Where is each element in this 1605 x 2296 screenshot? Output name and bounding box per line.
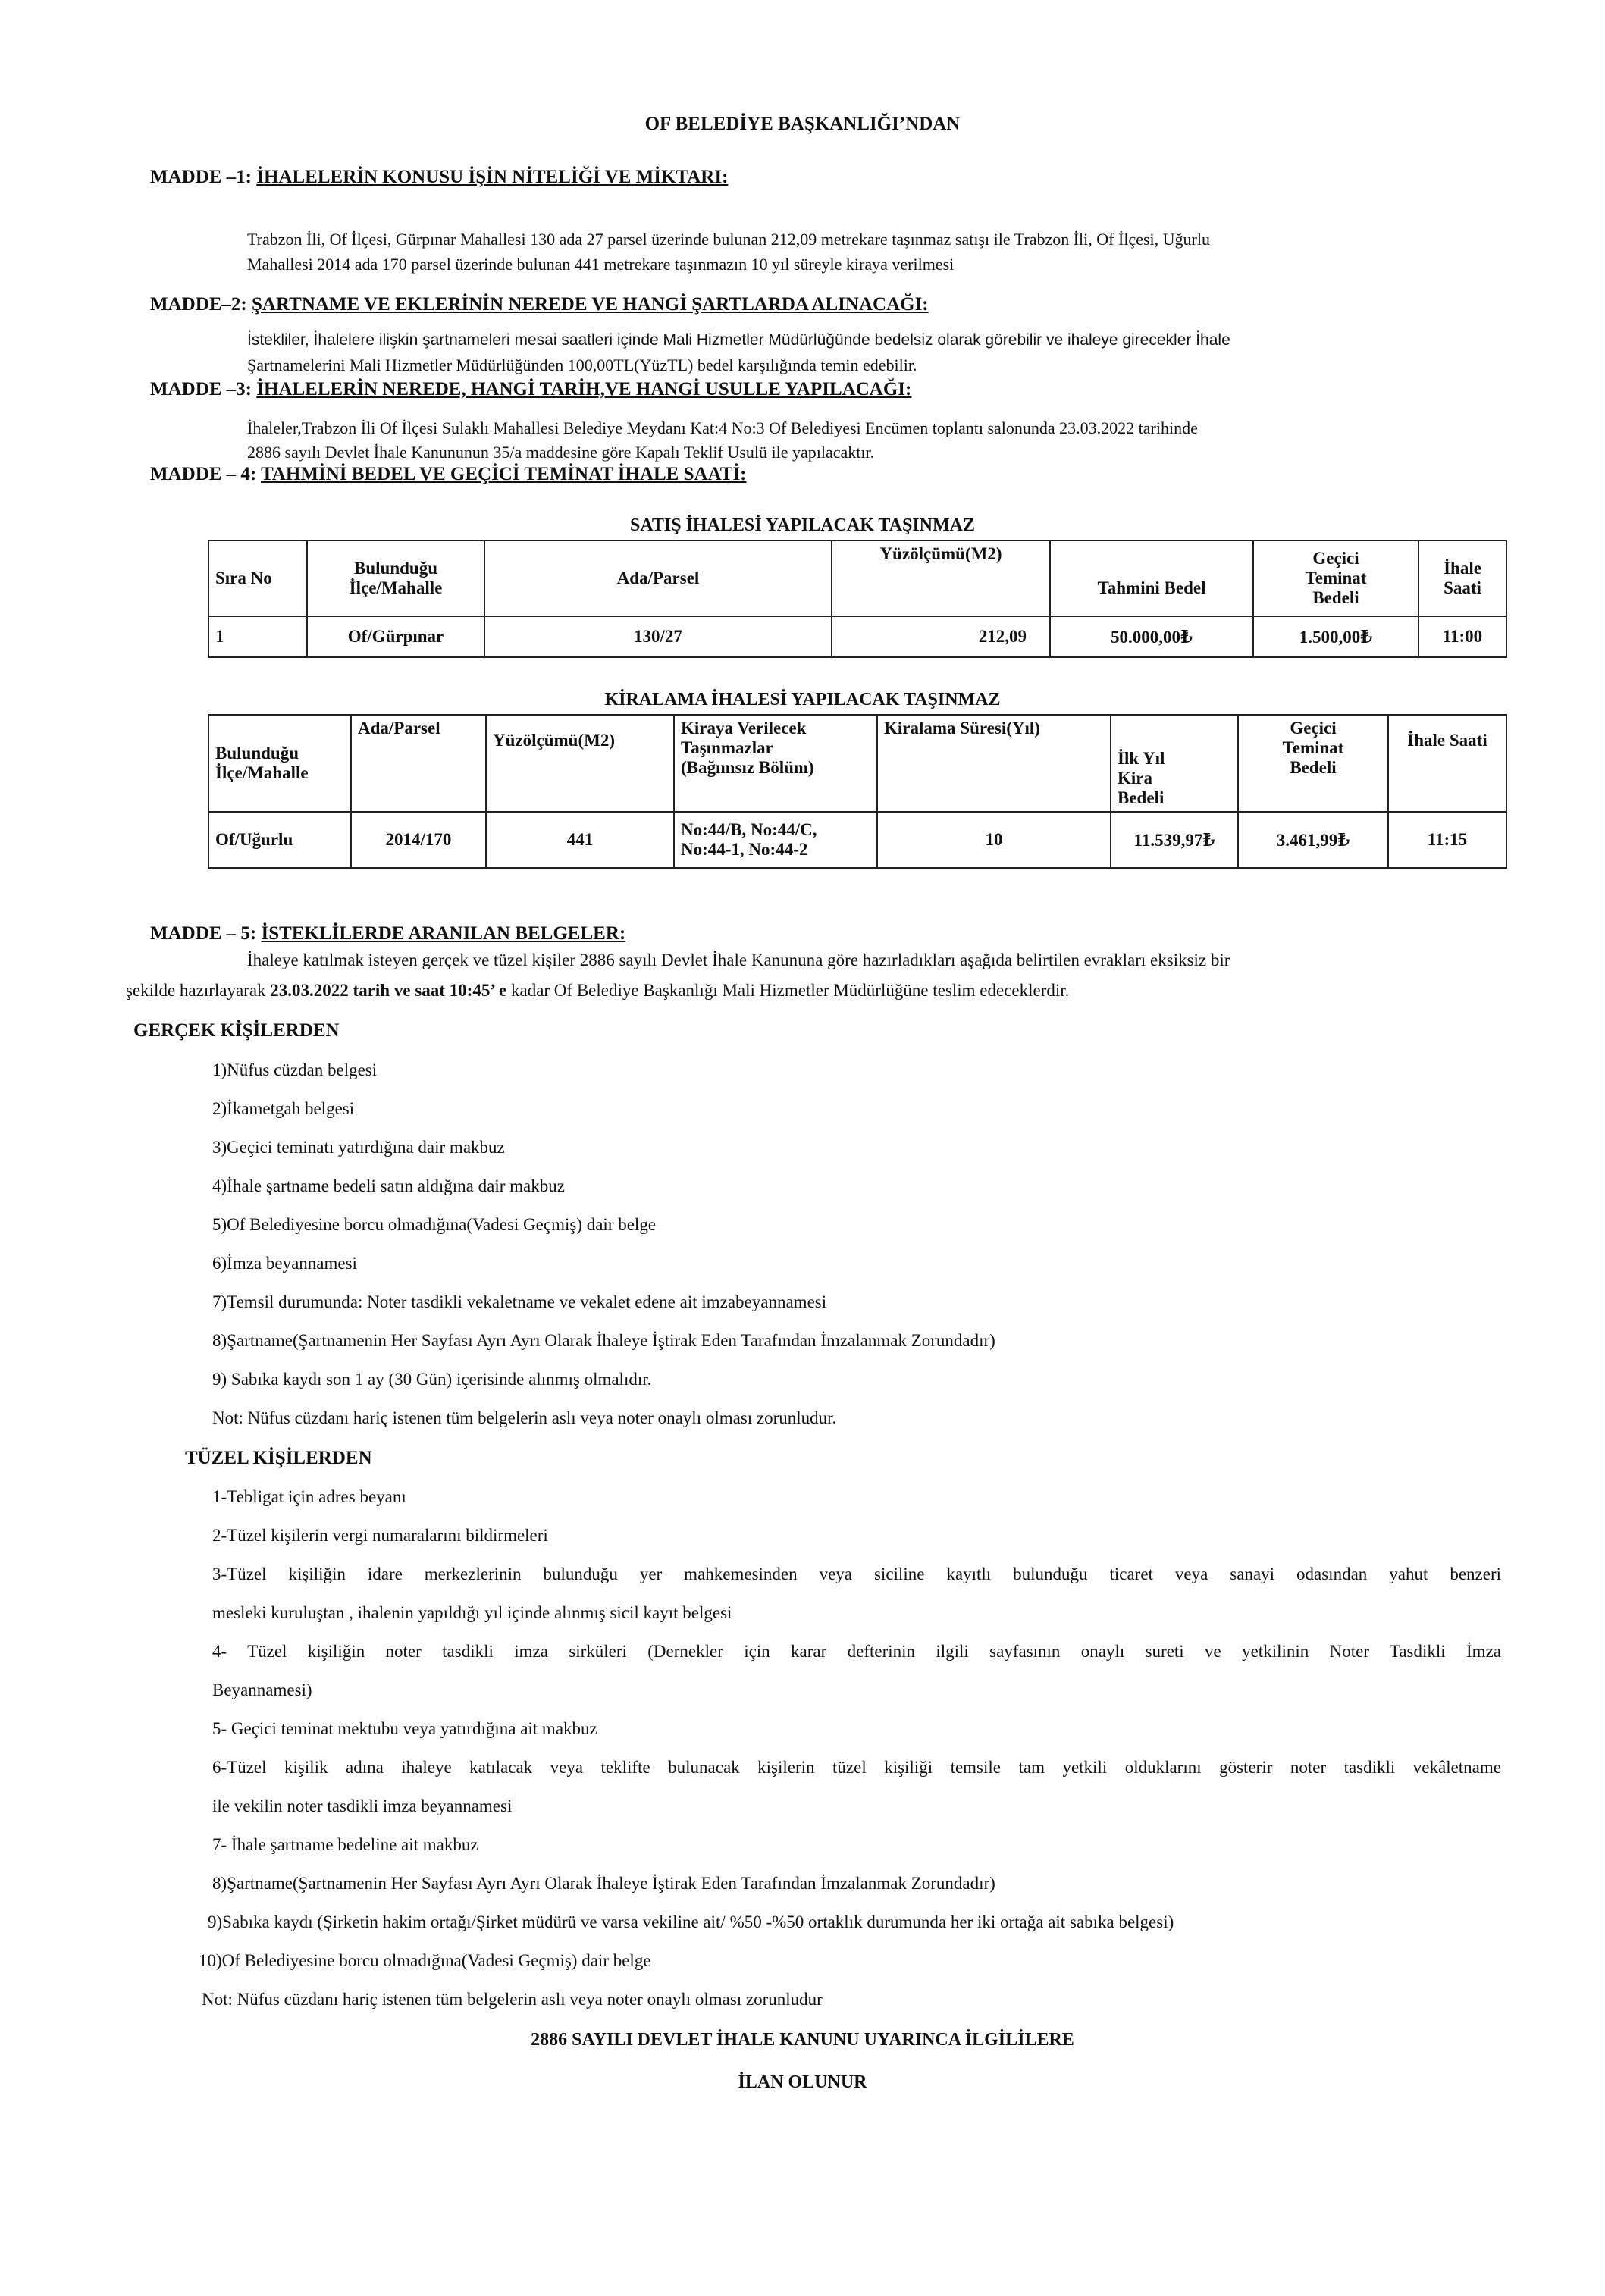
header-teminat-line-3: Bedeli — [1290, 758, 1337, 777]
madde-1-line-1: Trabzon İli, Of İlçesi, Gürpınar Mahallesi 130 ada 27 parsel üzerinde bulunan 212,09 metrekare taşınmaz satışı ile Trabzon İli, Of İlçesi, Uğurlu — [247, 230, 1210, 249]
gercek-item-4: 4)İhale şartname bedeli satın aldığına dair makbuz — [212, 1176, 565, 1195]
cell-kiralama-suresi: 10 — [877, 812, 1111, 868]
header-saat-line-1: İhale — [1444, 559, 1481, 578]
cell-kir-line-2: No:44-1, No:44-2 — [681, 840, 808, 859]
cell-kiraya-verilecek — [674, 812, 877, 868]
cell-ilk-yil-kira: 11.539,97₺ — [1111, 812, 1238, 868]
cell-sira-no: 1 — [208, 616, 307, 657]
header-ihale-saati: İhale Saati — [1388, 715, 1506, 812]
gercek-kisiler-heading: GERÇEK KİŞİLERDEN — [133, 1020, 340, 1041]
tuzel-item-3-line-1: 3-Tüzel kişiliğin idare merkezlerinin bulunduğu yer mahkemesinden veya siciline kayıtlı bulunduğu ticaret veya sanayi odasından yahut benzeri — [212, 1565, 1501, 1583]
header-teminat-line-1: Geçici — [1312, 549, 1359, 568]
rent-table — [208, 714, 1507, 869]
header-ilce-line-1: Bulunduğu — [215, 744, 299, 763]
madde-2-prefix: MADDE–2: — [150, 294, 252, 315]
header-ilce-line-1: Bulunduğu — [354, 559, 437, 578]
header-ilk-line-3: Bedeli — [1118, 788, 1165, 807]
gercek-item-6: 6)İmza beyannamesi — [212, 1254, 357, 1273]
rent-table-row — [208, 812, 1506, 868]
madde-5-line-2-c: kadar Of Belediye Başkanlığı Mali Hizmetler Müdürlüğüne teslim edeceklerdir. — [506, 981, 1070, 1000]
madde-1-heading — [150, 167, 728, 188]
madde-5-line-2-a: şekilde hazırlayarak — [126, 981, 271, 1000]
cell-ada-parsel: 2014/170 — [351, 812, 486, 868]
header-tahmini-bedel: Tahmini Bedel — [1050, 540, 1253, 616]
footer-line-1: 2886 SAYILI DEVLET İHALE KANUNU UYARINCA İLGİLİLERE — [531, 2030, 1074, 2050]
cell-gecici-teminat: 3.461,99₺ — [1238, 812, 1388, 868]
rent-table-caption: KİRALAMA İHALESİ YAPILACAK TAŞINMAZ — [604, 690, 1001, 709]
madde-5-heading — [150, 923, 625, 944]
header-ilce-line-2: İlçe/Mahalle — [215, 763, 309, 782]
tuzel-item-2: 2-Tüzel kişilerin vergi numaralarını bildirmeleri — [212, 1526, 548, 1545]
tuzel-note: Not: Nüfus cüzdanı hariç istenen tüm belgelerin aslı veya noter onaylı olması zorunludur — [202, 1990, 823, 2009]
cell-ihale-saati: 11:15 — [1388, 812, 1506, 868]
gercek-item-2: 2)İkametgah belgesi — [212, 1099, 355, 1118]
header-gecici-teminat — [1238, 715, 1388, 812]
header-kir-line-2: Taşınmazlar — [681, 738, 773, 757]
cell-yuzolcumu: 441 — [486, 812, 674, 868]
tuzel-item-1: 1-Tebligat için adres beyanı — [212, 1487, 406, 1506]
header-yuzolcumu: Yüzölçümü(M2) — [832, 540, 1050, 616]
cell-yuzolcumu: 212,09 — [832, 616, 1050, 657]
gercek-item-1: 1)Nüfus cüzdan belgesi — [212, 1060, 378, 1079]
madde-5-line-2 — [126, 981, 1069, 1001]
madde-3-line-1: İhaleler,Trabzon İli Of İlçesi Sulaklı Mahallesi Belediye Meydanı Kat:4 No:3 Of Belediyesi Encümen toplantı salonunda 23.03.2022 tarihinde — [247, 418, 1198, 437]
madde-2-line-2: Şartnamelerini Mali Hizmetler Müdürlüğünden 100,00TL(YüzTL) bedel karşılığında temin edebilir. — [247, 356, 917, 374]
madde-4-title: TAHMİNİ BEDEL VE GEÇİCİ TEMİNAT İHALE SAATİ: — [261, 464, 747, 484]
header-gecici-teminat — [1253, 540, 1418, 616]
gercek-note: Not: Nüfus cüzdanı hariç istenen tüm belgelerin aslı veya noter onaylı olması zorunludur. — [212, 1408, 837, 1427]
header-ada-parsel: Ada/Parsel — [484, 540, 832, 616]
footer-line-2: İLAN OLUNUR — [738, 2072, 867, 2092]
gercek-item-9: 9) Sabıka kaydı son 1 ay (30 Gün) içerisinde alınmış olmalıdır. — [212, 1370, 652, 1389]
rent-table-header-row — [208, 715, 1506, 812]
sale-table-caption: SATIŞ İHALESİ YAPILACAK TAŞINMAZ — [629, 515, 975, 535]
sale-table — [208, 540, 1507, 658]
header-kir-line-1: Kiraya Verilecek — [681, 719, 807, 738]
cell-ilce-mahalle: Of/Uğurlu — [208, 812, 351, 868]
header-teminat-line-3: Bedeli — [1312, 588, 1359, 607]
madde-4-heading — [150, 464, 747, 485]
madde-5-line-1: İhaleye katılmak isteyen gerçek ve tüzel kişiler 2886 sayılı Devlet İhale Kanununa göre hazırladıkları aşağıda belirtilen evrakları eksiksiz bir — [247, 951, 1230, 969]
tuzel-item-4-line-1: 4- Tüzel kişiliğin noter tasdikli imza sirküleri (Dernekler için karar defterinin ilgili sayfasının onaylı sureti ve yetkilinin Noter Tasdikli İmza — [212, 1642, 1501, 1661]
cell-gecici-teminat: 1.500,00₺ — [1253, 616, 1418, 657]
cell-ilce-mahalle: Of/Gürpınar — [307, 616, 484, 657]
madde-3-line-2: 2886 sayılı Devlet İhale Kanununun 35/a maddesine göre Kapalı Teklif Usulü ile yapılacaktır. — [247, 443, 875, 462]
tuzel-item-5: 5- Geçici teminat mektubu veya yatırdığına ait makbuz — [212, 1719, 597, 1738]
header-saat-line-2: Saati — [1444, 578, 1481, 597]
madde-5-title: İSTEKLİLERDE ARANILAN BELGELER: — [261, 923, 626, 944]
madde-3-heading — [150, 379, 911, 400]
header-kiraya-verilecek — [674, 715, 877, 812]
header-kir-line-3: (Bağımsız Bölüm) — [681, 758, 814, 777]
gercek-item-8: 8)Şartname(Şartnamenin Her Sayfası Ayrı Ayrı Olarak İhaleye İştirak Eden Tarafından İmzalanmak Zorundadır) — [212, 1331, 995, 1350]
header-ilce-mahalle — [307, 540, 484, 616]
header-ihale-saati — [1418, 540, 1506, 616]
header-ilk-line-2: Kira — [1118, 769, 1152, 788]
tuzel-item-3-line-2: mesleki kuruluştan , ihalenin yapıldığı yıl içinde alınmış sicil kayıt belgesi — [212, 1603, 732, 1622]
gercek-item-3: 3)Geçici teminatı yatırdığına dair makbuz — [212, 1138, 505, 1157]
sale-table-row — [208, 616, 1506, 657]
tuzel-item-6-line-2: ile vekilin noter tasdikli imza beyannamesi — [212, 1796, 513, 1815]
madde-3-prefix: MADDE –3: — [150, 379, 257, 399]
madde-4-prefix: MADDE – 4: — [150, 464, 262, 484]
header-kiralama-suresi: Kiralama Süresi(Yıl) — [877, 715, 1111, 812]
header-ilk-line-1: İlk Yıl — [1118, 749, 1165, 768]
tuzel-item-9: 9)Sabıka kaydı (Şirketin hakim ortağı/Şirket müdürü ve varsa vekiline ait/ %50 -%50 ortaklık durumunda her iki ortağa ait sabıka belgesi) — [208, 1912, 1174, 1931]
cell-ada-parsel: 130/27 — [484, 616, 832, 657]
gercek-item-7: 7)Temsil durumunda: Noter tasdikli vekaletname ve vekalet edene ait imzabeyannamesi — [212, 1292, 827, 1311]
cell-tahmini-bedel: 50.000,00₺ — [1050, 616, 1253, 657]
tuzel-item-4-line-2: Beyannamesi) — [212, 1680, 312, 1699]
madde-5-prefix: MADDE – 5: — [150, 923, 262, 944]
madde-1-title: İHALELERİN KONUSU İŞİN NİTELİĞİ VE MİKTARI: — [256, 167, 729, 187]
header-ilce-mahalle — [208, 715, 351, 812]
tuzel-kisiler-heading: TÜZEL KİŞİLERDEN — [185, 1448, 372, 1468]
madde-2-line-1: İstekliler, İhalelere ilişkin şartnameleri mesai saatleri içinde Mali Hizmetler Müdürlüğünde bedelsiz olarak görebilir ve ihaleye girecekler İhale — [247, 331, 1230, 349]
gercek-item-5: 5)Of Belediyesine borcu olmadığına(Vadesi Geçmiş) dair belge — [212, 1215, 657, 1234]
madde-3-title: İHALELERİN NEREDE, HANGİ TARİH,VE HANGİ USULLE YAPILACAĞI: — [256, 379, 912, 399]
header-ilce-line-2: İlçe/Mahalle — [349, 578, 443, 597]
tuzel-item-8: 8)Şartname(Şartnamenin Her Sayfası Ayrı Ayrı Olarak İhaleye İştirak Eden Tarafından İmzalanmak Zorundadır) — [212, 1874, 995, 1893]
header-teminat-line-2: Teminat — [1282, 738, 1344, 757]
header-yuzolcumu: Yüzölçümü(M2) — [486, 715, 674, 812]
madde-1-prefix: MADDE –1: — [150, 167, 257, 187]
tuzel-item-6-line-1: 6-Tüzel kişilik adına ihaleye katılacak veya teklifte bulunacak kişilerin tüzel kişiliği temsile tam yetkili olduklarını gösterir noter tasdikli vekâletname — [212, 1758, 1501, 1777]
header-sira-no: Sıra No — [208, 540, 307, 616]
header-ilk-yil-kira — [1111, 715, 1238, 812]
cell-kir-line-1: No:44/B, No:44/C, — [681, 820, 817, 839]
madde-2-heading — [150, 294, 929, 315]
madde-5-deadline: 23.03.2022 tarih ve saat 10:45’ e — [270, 981, 507, 1000]
header-teminat-line-2: Teminat — [1305, 569, 1367, 587]
madde-2-title: ŞARTNAME VE EKLERİNİN NEREDE VE HANGİ ŞARTLARDA ALINACAĞI: — [252, 294, 929, 315]
header-teminat-line-1: Geçici — [1290, 719, 1337, 738]
tuzel-item-7: 7- İhale şartname bedeline ait makbuz — [212, 1835, 478, 1854]
document-title: OF BELEDİYE BAŞKANLIĞI’NDAN — [644, 114, 961, 134]
tuzel-item-10: 10)Of Belediyesine borcu olmadığına(Vadesi Geçmiş) dair belge — [199, 1951, 651, 1970]
header-ada-parsel: Ada/Parsel — [351, 715, 486, 812]
madde-1-line-2: Mahallesi 2014 ada 170 parsel üzerinde bulunan 441 metrekare taşınmazın 10 yıl süreyle kiraya verilmesi — [247, 255, 955, 274]
cell-ihale-saati: 11:00 — [1418, 616, 1506, 657]
sale-table-header-row — [208, 540, 1506, 616]
